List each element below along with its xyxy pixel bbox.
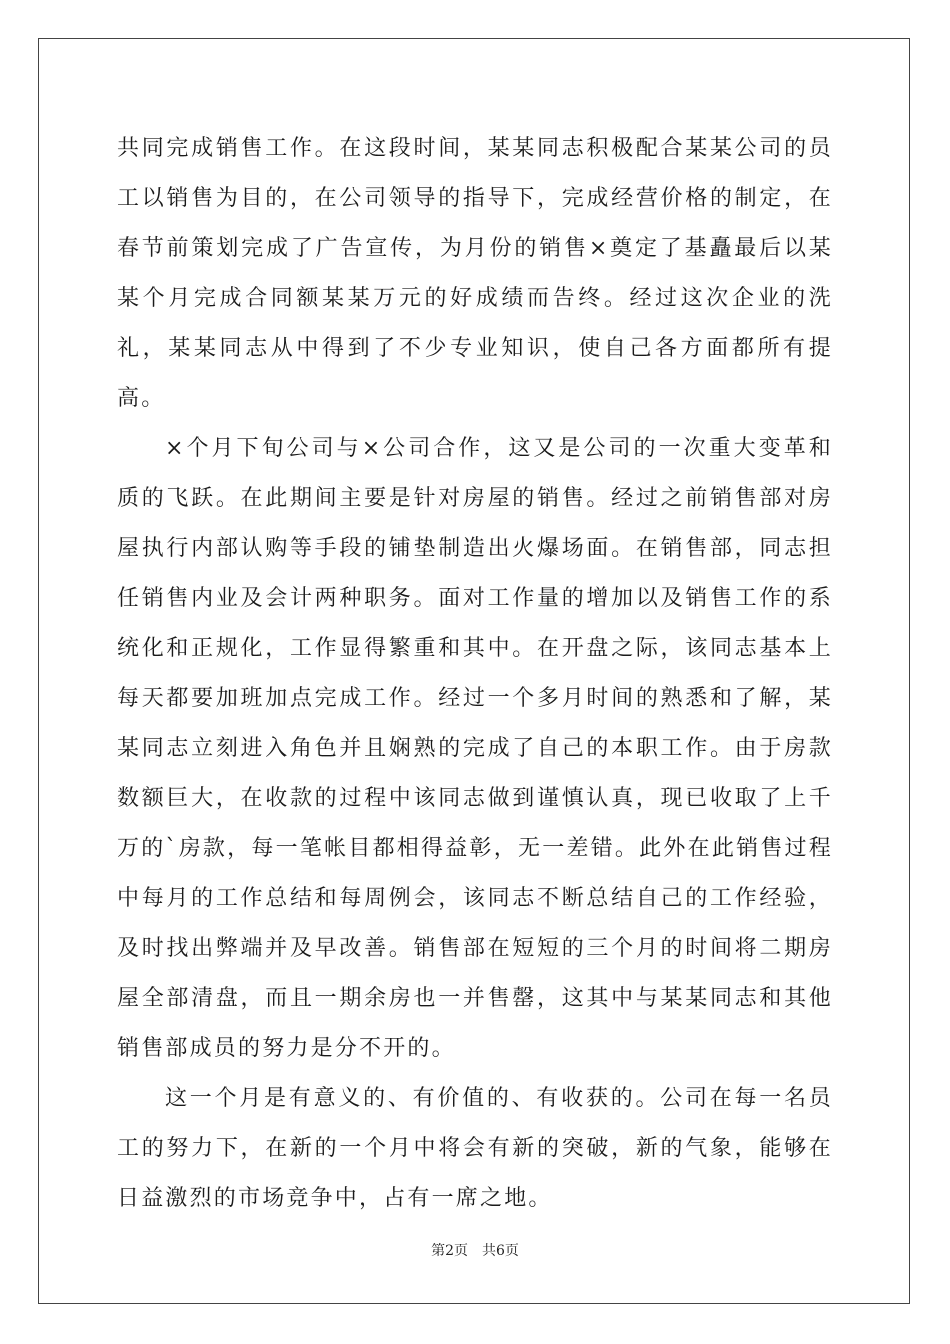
document-body [117, 124, 833, 1224]
paragraph-1: 共同完成销售工作。在这段时间，某某同志积极配合某某公司的员工以销售为目的，在公司领导的指导下，完成经营价格的制定，在春节前策划完成了广告宣传，为月份的销售×奠定了基矗最后以某某个月完成合同额某某万元的好成绩而告终。经过这次企业的洗礼，某某同志从中得到了不少专业知识，使自己各方面都所有提高。 [117, 136, 833, 411]
page-number-footer: 第2页 共6页 [431, 1243, 519, 1259]
paragraph-3: 这一个月是有意义的、有价值的、有收获的。公司在每一名员工的努力下，在新的一个月中将会有新的突破，新的气象，能够在日益激烈的市场竞争中，占有一席之地。 [117, 1086, 833, 1211]
paragraph-2: ×个月下旬公司与×公司合作，这又是公司的一次重大变革和质的飞跃。在此期间主要是针对房屋的销售。经过之前销售部对房屋执行内部认购等手段的铺垫制造出火爆场面。在销售部，同志担任销售内业及会计两种职务。面对工作量的增加以及销售工作的系统化和正规化，工作显得繁重和其中。在开盘之际，该同志基本上每天都要加班加点完成工作。经过一个多月时间的熟悉和了解，某某同志立刻进入角色并且娴熟的完成了自己的本职工作。由于房款数额巨大，在收款的过程中该同志做到谨慎认真，现已收取了上千万的`房款，每一笔帐目都相得益彰，无一差错。此外在此销售过程中每月的工作总结和每周例会，该同志不断总结自己的工作经验，及时找出弊端并及早改善。销售部在短短的三个月的时间将二期房屋全部清盘，而且一期余房也一并售罄，这其中与某某同志和其他销售部成员的努力是分不开的。 [117, 436, 833, 1061]
